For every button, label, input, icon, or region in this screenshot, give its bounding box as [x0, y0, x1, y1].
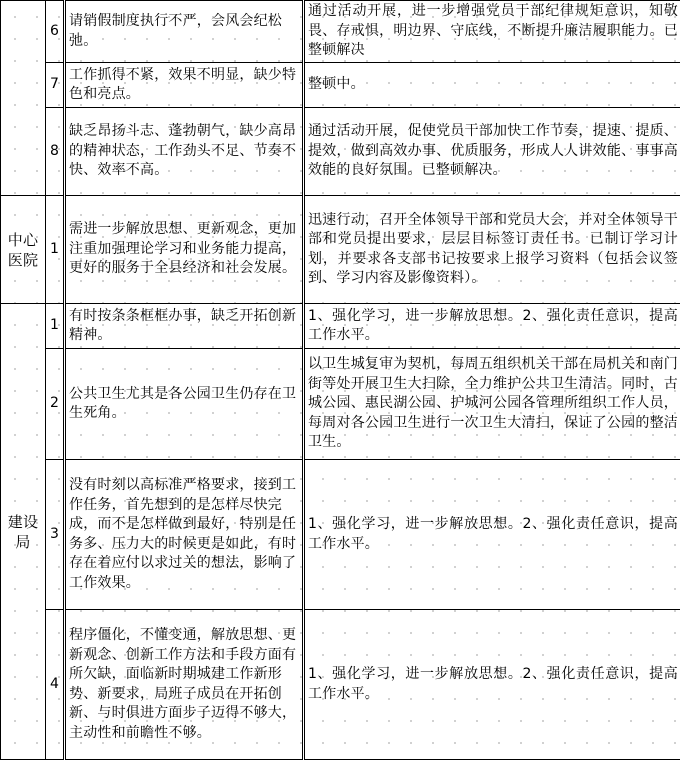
measure-cell: 迅速行动，召开全体领导干部和党员大会，并对全体领导干部和党员提出要求，层层目标签订责任书。已制订学习计划，并要求各支部书记按要求上报学习资料（包括会议签到、学习内容及影像资料）。 [304, 196, 680, 304]
table-row [1, 460, 680, 610]
row-number: 1 [46, 304, 65, 349]
problem-cell: 缺乏昂扬斗志、蓬勃朝气，缺少高昂的精神状态，工作劲头不足、节奏不快、效率不高。 [65, 108, 304, 196]
measure-cell: 1、强化学习，进一步解放思想。2、强化责任意识，提高工作水平。 [304, 460, 680, 610]
unit-cell [1, 1, 46, 196]
row-number: 3 [46, 460, 65, 610]
measure-cell: 以卫生城复审为契机，每周五组织机关干部在局机关和南门街等处开展卫生大扫除，全力维护公共卫生清洁。同时，古城公园、惠民湖公园、护城河公园各管理所组织工作人员，每周对各公园卫生进行一次卫生大清扫，保证了公园的整洁卫生。 [304, 349, 680, 460]
table-row [1, 63, 680, 108]
row-number: 6 [46, 1, 65, 63]
table-row [1, 196, 680, 304]
measure-cell: 整顿中。 [304, 63, 680, 108]
measure-cell: 1、强化学习，进一步解放思想。2、强化责任意识，提高工作水平。 [304, 610, 680, 760]
problem-cell: 公共卫生尤其是各公园卫生仍存在卫生死角。 [65, 349, 304, 460]
problem-cell: 需进一步解放思想、更新观念，更加注重加强理论学习和业务能力提高，更好的服务于全县经济和社会发展。 [65, 196, 304, 304]
row-number: 1 [46, 196, 65, 304]
measure-cell: 1、强化学习，进一步解放思想。2、强化责任意识，提高工作水平。 [304, 304, 680, 349]
unit-cell: 中心医院 [1, 196, 46, 304]
problem-cell: 工作抓得不紧，效果不明显，缺少特色和亮点。 [65, 63, 304, 108]
measure-cell: 通过活动开展，促使党员干部加快工作节奏，提速、提质、提效，做到高效办事、优质服务，形成人人讲效能、事事高效能的良好氛围。已整顿解决。 [304, 108, 680, 196]
row-number: 4 [46, 610, 65, 760]
table-row [1, 349, 680, 460]
row-number: 7 [46, 63, 65, 108]
row-number: 2 [46, 349, 65, 460]
problem-cell: 没有时刻以高标准严格要求，接到工作任务，首先想到的是怎样尽快完成，而不是怎样做到最好，特别是任务多、压力大的时候更是如此，有时存在着应付以求过关的想法，影响了工作效果。 [65, 460, 304, 610]
table-row [1, 108, 680, 196]
row-number: 8 [46, 108, 65, 196]
problem-cell: 程序僵化，不懂变通，解放思想、更新观念、创新工作方法和手段方面有所欠缺，面临新时期城建工作新形势、新要求，局班子成员在开拓创新、与时俱进方面步子迈得不够大，主动性和前瞻性不够。 [65, 610, 304, 760]
problem-cell: 请销假制度执行不严，会风会纪松弛。 [65, 1, 304, 63]
unit-cell: 建设局 [1, 304, 46, 760]
table-row [1, 304, 680, 349]
table-row [1, 1, 680, 63]
measure-cell: 通过活动开展，进一步增强党员干部纪律规矩意识，知敬畏、存戒惧，明边界、守底线，不断提升廉洁履职能力。已整顿解决 [304, 1, 680, 63]
table-row [1, 610, 680, 760]
problem-cell: 有时按条条框框办事，缺乏开拓创新精神。 [65, 304, 304, 349]
